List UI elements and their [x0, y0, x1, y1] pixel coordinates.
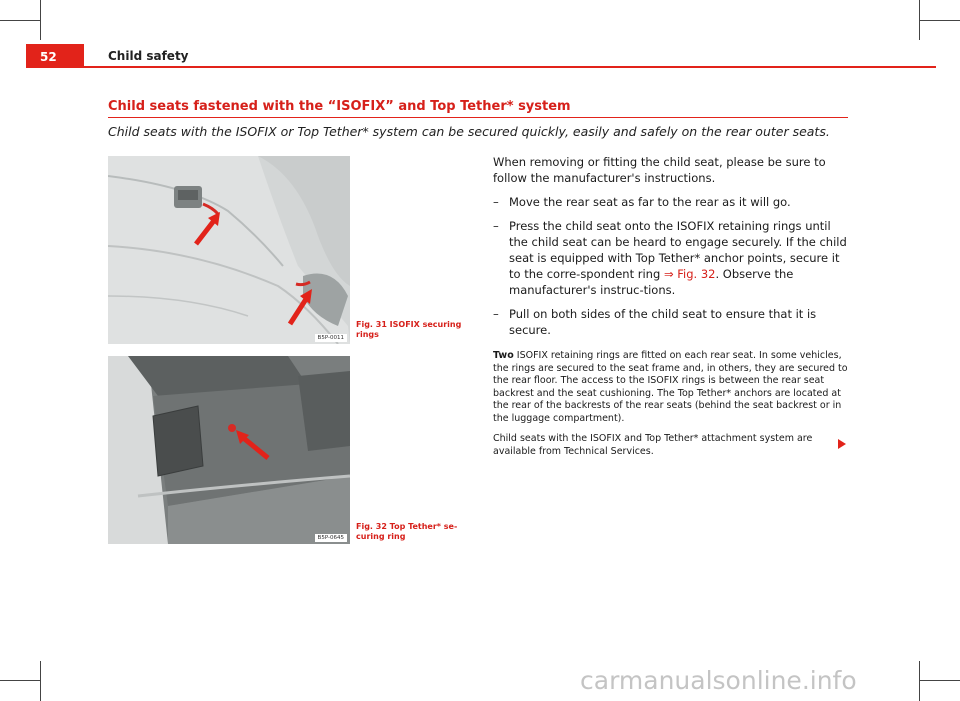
figure-link[interactable]: ⇒ Fig. 32 [663, 267, 716, 281]
figure-isofix-rings [108, 156, 350, 344]
isofix-illustration [108, 156, 350, 344]
notes-paragraph: Child seats with the ISOFIX and Top Tether* attachment system are available from Technical Services. [493, 433, 813, 457]
notes-text: ISOFIX retaining rings are fitted on each rear seat. In some vehicles, the rings are secured to the seat frame and, in others, they are secured to the rear floor. The access to the ISOFIX rings is between the rear seat backrest and the seat cushioning. The Top Tether* anchors are located at the rear of the backrests of the rear seats (behind the seat backrest or in the luggage compartment). [493, 350, 848, 424]
figure-caption: Fig. 31 ISOFIX securing rings [356, 320, 462, 339]
continue-arrow-icon [838, 439, 846, 449]
step-item [493, 194, 848, 210]
step-dash: – [493, 307, 499, 321]
step-text: . Observe the manufacturer's instruc-tions. [509, 267, 794, 297]
watermark: carmanualsonline.info [580, 666, 857, 695]
crop-mark [40, 0, 41, 40]
step-text: Pull on both sides of the child seat to ensure that it is secure. [509, 307, 817, 337]
crop-mark [40, 661, 41, 701]
figure-code: B5P-0011 [315, 334, 347, 342]
section-title: Child safety [108, 49, 189, 63]
crop-mark [0, 680, 40, 681]
page-number: 52 [26, 44, 84, 66]
instructions-column [493, 154, 848, 466]
page-heading: Child seats fastened with the “ISOFIX” and Top Tether* system [108, 99, 571, 114]
crop-mark [0, 20, 40, 21]
figure-code: B5P-0645 [315, 534, 347, 542]
step-item [493, 306, 848, 338]
step-text: Move the rear seat as far to the rear as it will go. [509, 195, 791, 209]
header-rule [26, 66, 936, 68]
intro-text: Child seats with the ISOFIX or Top Tether* system can be secured quickly, easily and safely on the rear outer seats. [108, 124, 830, 139]
figure-caption: Fig. 32 Top Tether* se-curing ring [356, 522, 458, 541]
figure-top-tether-ring [108, 356, 350, 544]
step-dash: – [493, 219, 499, 233]
lead-paragraph: When removing or fitting the child seat, please be sure to follow the manufacturer's instructions. [493, 155, 826, 185]
top-tether-illustration [108, 356, 350, 544]
notes [493, 350, 848, 458]
lead-word: Two [493, 350, 514, 361]
notes-paragraph [493, 350, 848, 425]
step-text: Press the child seat onto the ISOFIX retaining rings until the child seat can be heard to engage securely. If the child seat is equipped with Top Tether* anchor points, secure it to the corre-spondent ring [509, 219, 847, 281]
crop-mark [920, 20, 960, 21]
step-item [493, 218, 848, 298]
step-dash: – [493, 195, 499, 209]
crop-mark [920, 680, 960, 681]
heading-rule [108, 117, 848, 118]
crop-mark [919, 661, 920, 701]
